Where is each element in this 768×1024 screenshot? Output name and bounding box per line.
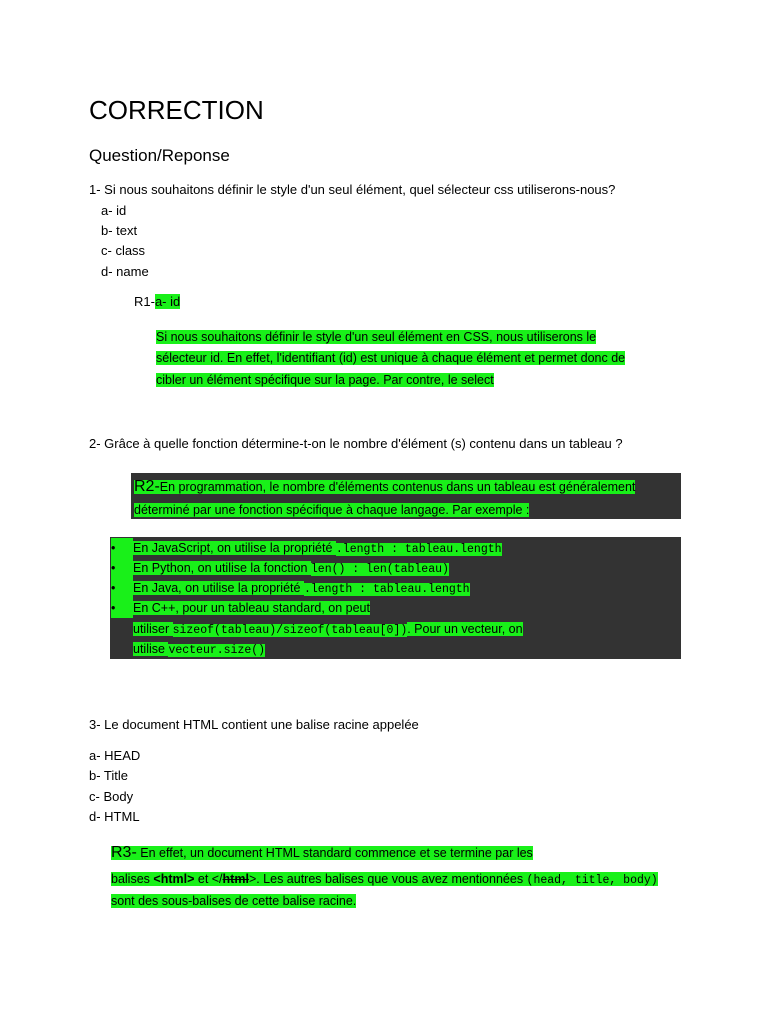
- answer-1-prefix: R1-: [134, 294, 155, 309]
- bullet-cpp-line-2: utiliser sizeof(tableau)/sizeof(tableau[0]). Pour un vecteur, on: [133, 622, 523, 637]
- answer-2-line-1: R2-En programmation, le nombre d'éléments contenus dans un tableau est généralement: [134, 478, 636, 495]
- q1-option-a: a- id: [101, 203, 127, 218]
- answer-1: [134, 294, 180, 309]
- bullet-java: • En Java, on utilise la propriété .length : tableau.length: [111, 578, 470, 600]
- bullet-javascript: • En JavaScript, on utilise la propriété .length : tableau.length: [111, 538, 502, 560]
- answer-1-explanation-line: Si nous souhaitons définir le style d'un seul élément en CSS, nous utiliserons le: [156, 330, 597, 344]
- q1-option-b: b- text: [101, 223, 138, 238]
- answer-3-label: R3-: [111, 844, 137, 861]
- q3-option-a: a- HEAD: [89, 748, 141, 763]
- answer-3-line-2: balises <html> et </html>. Les autres balises que vous avez mentionnées (head, title, body): [111, 872, 658, 887]
- q1-option-c: c- class: [101, 243, 146, 258]
- answer-1-explanation-line: sélecteur id. En effet, l'identifiant (id) est unique à chaque élément et permet donc de: [156, 351, 626, 365]
- answer-3-line-1: R3- En effet, un document HTML standard commence et se termine par les: [111, 844, 533, 861]
- answer-2-label: R2-: [134, 478, 160, 495]
- answer-1-value: a- id: [154, 294, 181, 309]
- q3-option-b: b- Title: [89, 768, 129, 783]
- bullet-cpp-line-3: utilise vecteur.size(): [133, 642, 266, 657]
- question-2: 2- Grâce à quelle fonction détermine-t-on le nombre d'élément (s) contenu dans un tableau ?: [89, 436, 623, 451]
- question-1: 1- Si nous souhaitons définir le style d'un seul élément, quel sélecteur css utiliserons-nous?: [89, 182, 616, 197]
- question-3: 3- Le document HTML contient une balise racine appelée: [89, 717, 419, 732]
- section-subtitle: Question/Reponse: [89, 146, 230, 165]
- answer-1-explanation-line: cibler un élément spécifique sur la page. Par contre, le select: [156, 373, 494, 387]
- q3-option-d: d- HTML: [89, 809, 140, 824]
- q3-option-c: c- Body: [89, 789, 134, 804]
- q1-option-d: d- name: [101, 264, 149, 279]
- bullet-cpp: • En C++, pour un tableau standard, on peut: [111, 598, 370, 618]
- answer-3-line-3: sont des sous-balises de cette balise racine.: [111, 894, 357, 908]
- page-title: CORRECTION: [89, 95, 264, 125]
- bullet-python: • En Python, on utilise la fonction len() : len(tableau): [111, 558, 449, 580]
- answer-2-line-2: déterminé par une fonction spécifique à chaque langage. Par exemple :: [134, 503, 530, 517]
